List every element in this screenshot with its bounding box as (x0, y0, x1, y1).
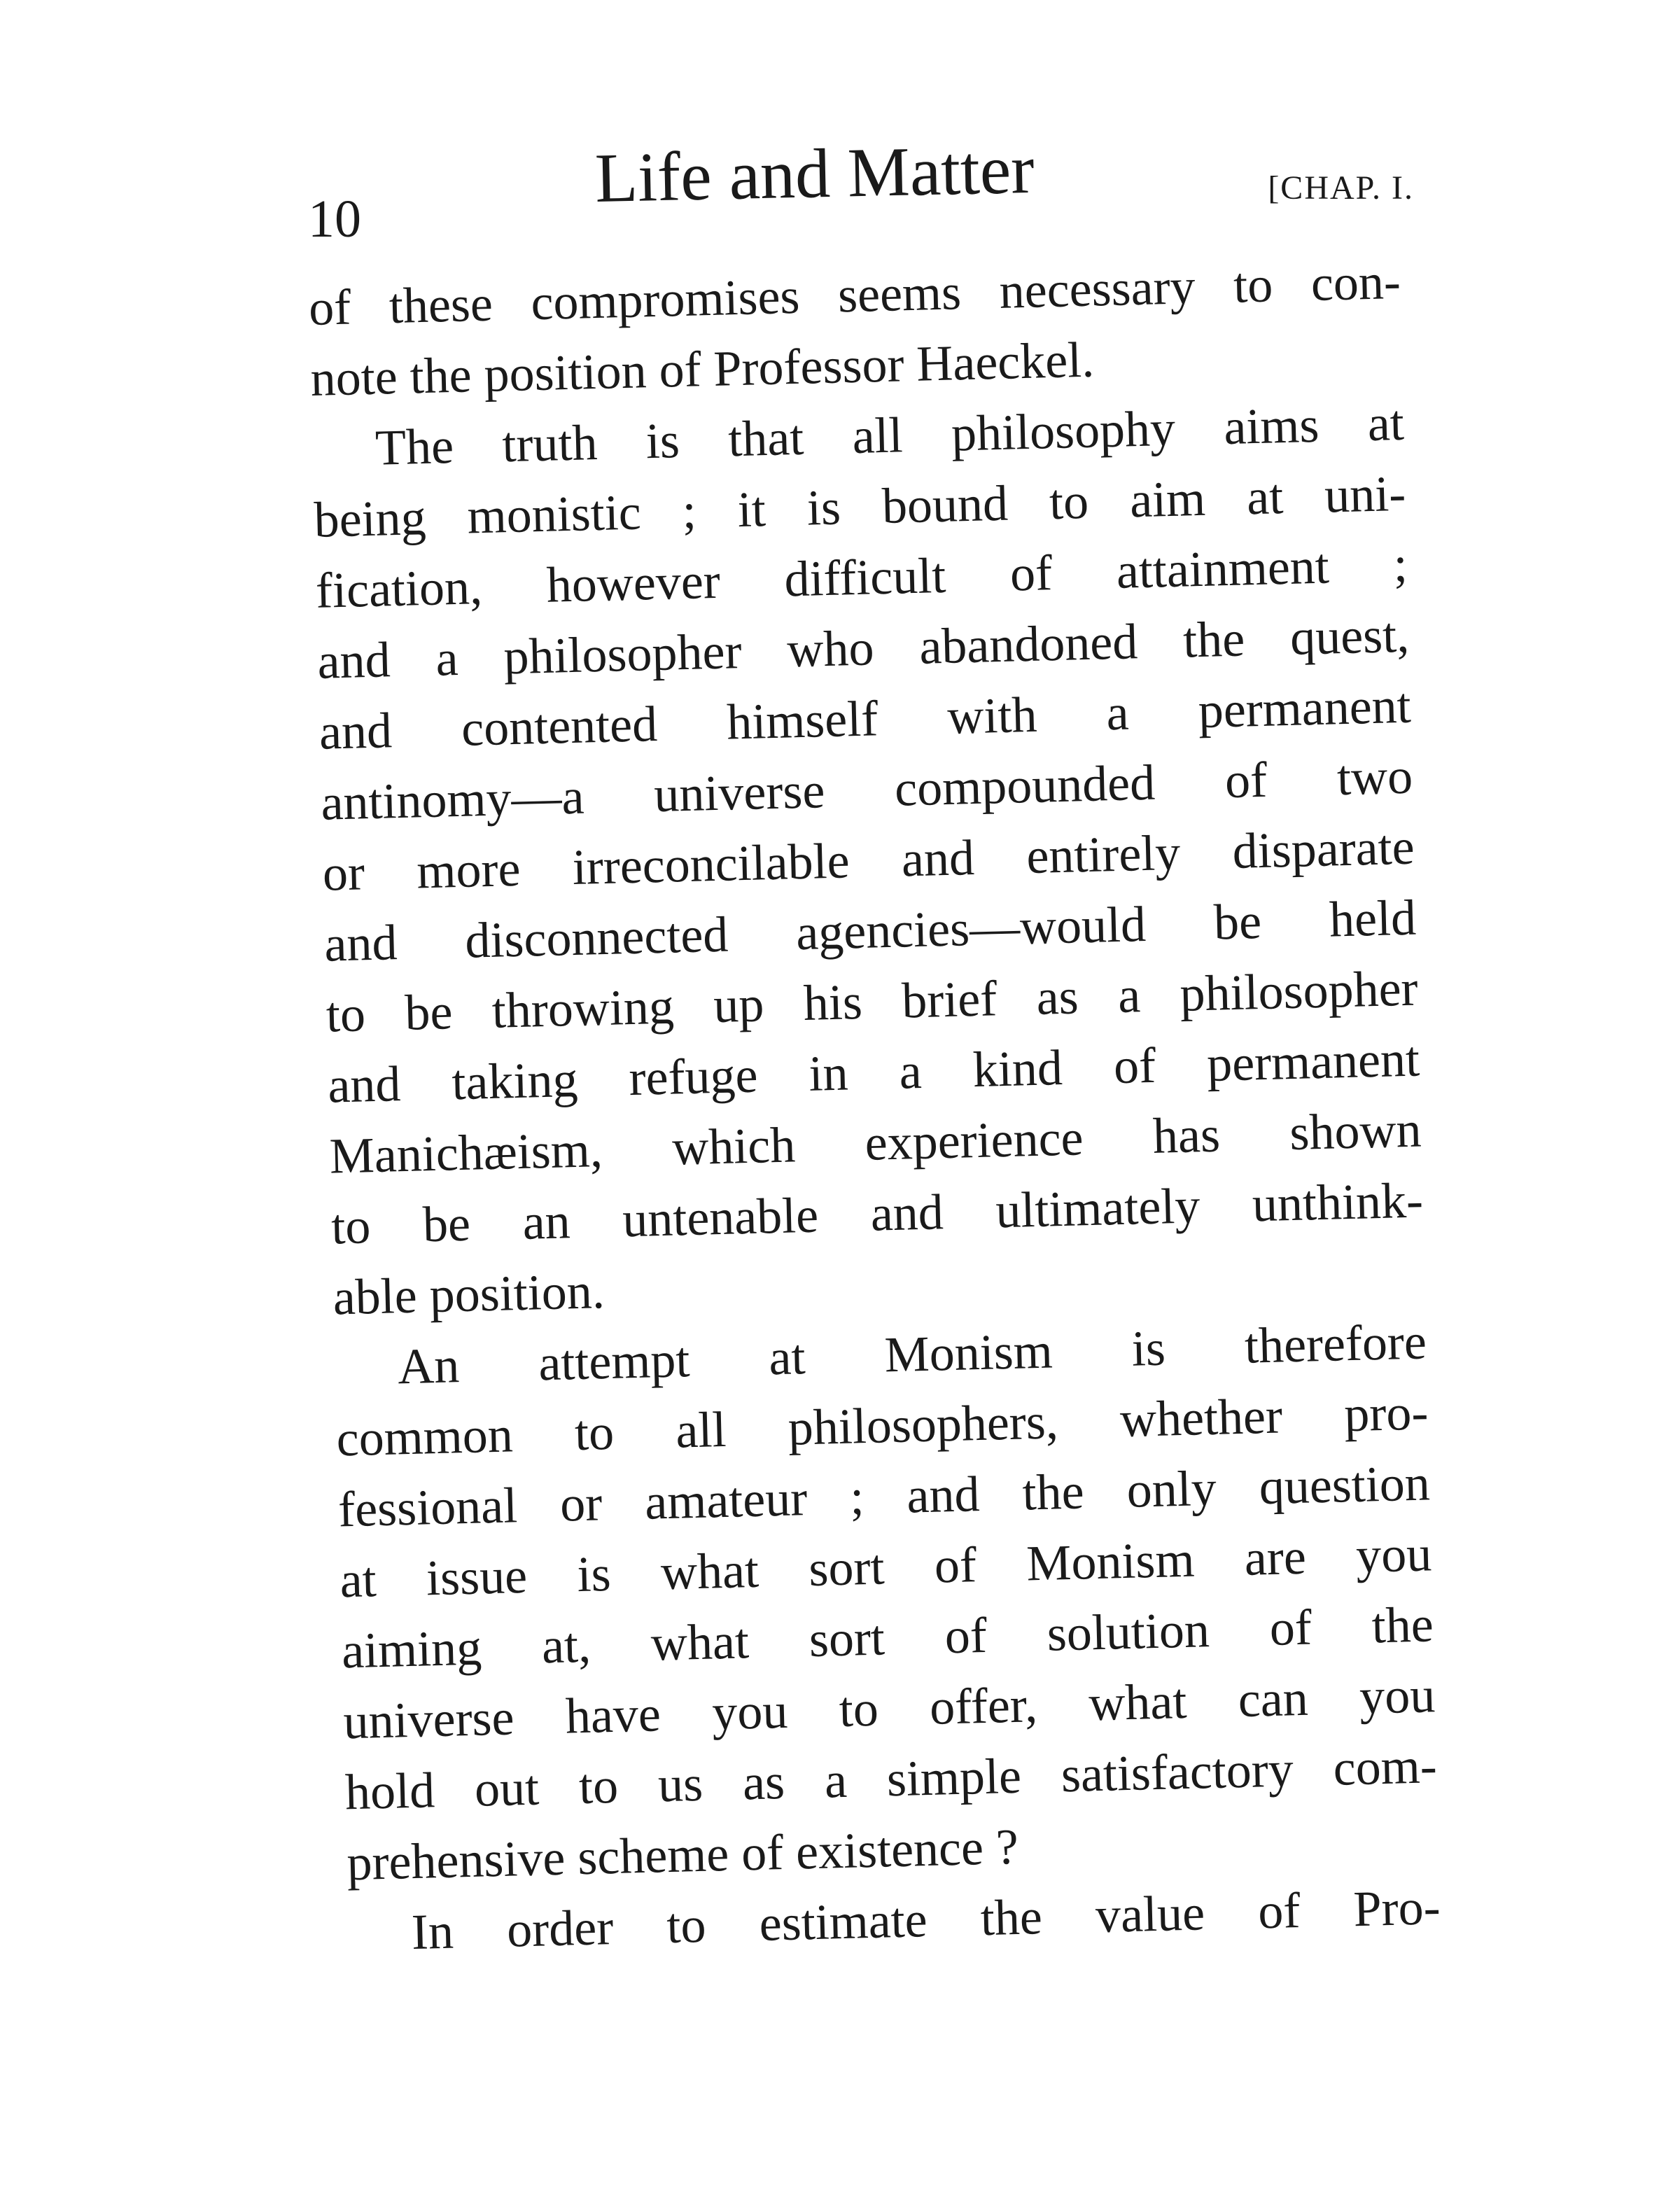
text-line: to be throwing up his brief as a philosopher (325, 960, 1419, 1043)
text-line: or more irreconcilable and entirely disparate (321, 818, 1415, 902)
body-text (308, 246, 1441, 1969)
text-line: able position. (332, 1263, 606, 1326)
text-line: An attempt at Monism is therefore (397, 1313, 1427, 1395)
text-line: and taking refuge in a kind of permanent (327, 1030, 1420, 1114)
text-line: at issue is what sort of Monism are you (339, 1525, 1433, 1609)
text-line: common to all philosophers, whether pro- (335, 1384, 1429, 1467)
text-line: prehensive scheme of existence ? (346, 1818, 1019, 1891)
text-line: and a philosopher who abandoned the quest, (316, 606, 1410, 690)
text-line: note the position of Professor Haeckel. (309, 331, 1096, 407)
text-line: hold out to us as a simple satisfactory com- (344, 1737, 1438, 1821)
text-line: Manichæism, which experience has shown (328, 1101, 1422, 1184)
running-head (308, 130, 1414, 248)
text-line: to be an untenable and ultimately unthink- (330, 1172, 1424, 1255)
chapter-reference: [CHAP. I. (1268, 169, 1414, 206)
page-number: 10 (308, 190, 361, 248)
text-line: being monistic ; it is bound to aim at uni- (313, 465, 1407, 548)
text-line: fication, however difficult of attainment ; (315, 536, 1408, 619)
text-line: of these compromises seems necessary to con- (308, 253, 1401, 336)
text-line: fessional or amateur ; and the only question (337, 1455, 1431, 1538)
running-title: Life and Matter (594, 130, 1035, 217)
text-line: and contented himself with a permanent (318, 677, 1412, 760)
text-line: antinomy—a universe compounded of two (320, 748, 1414, 831)
text-line: The truth is that all philosophy aims at (374, 394, 1405, 476)
text-line: In order to estimate the value of Pro- (410, 1879, 1441, 1961)
text-line: and disconnected agencies—would be held (323, 889, 1417, 972)
text-line: aiming at, what sort of solution of the (341, 1596, 1434, 1679)
text-line: universe have you to offer, what can you (342, 1667, 1436, 1750)
